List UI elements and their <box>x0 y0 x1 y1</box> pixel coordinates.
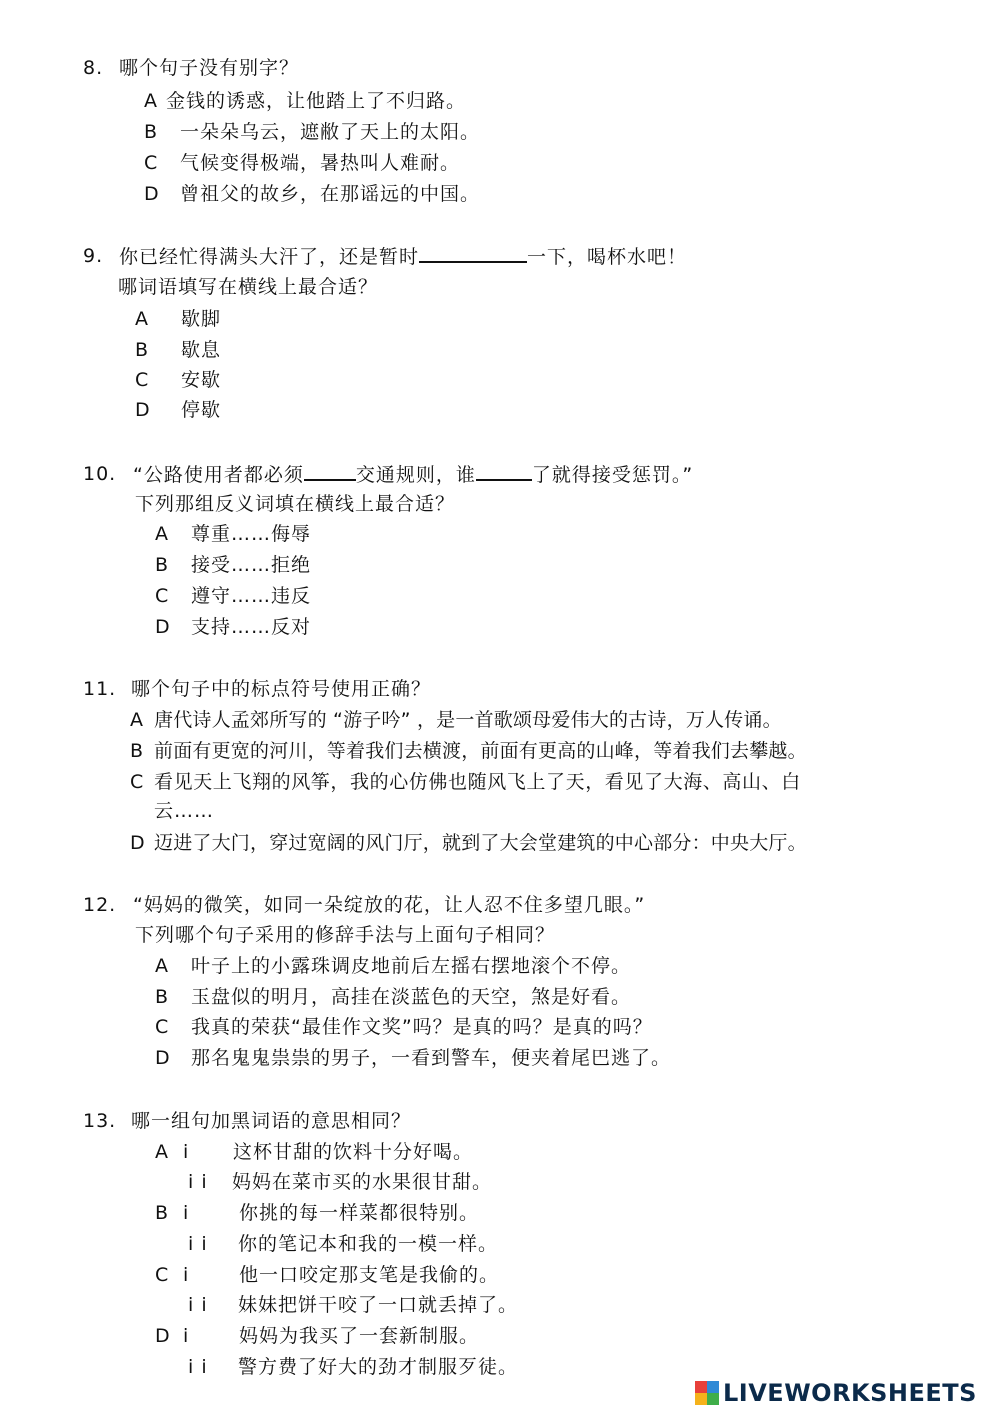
logo-square-yellow <box>695 1393 707 1405</box>
logo-square-blue <box>707 1381 719 1393</box>
answer-blank-2 <box>476 461 532 481</box>
question-stem: 哪个句子没有别字？ <box>119 57 300 79</box>
option-text: 气候变得极端，暑热叫人难耐。 <box>180 152 461 174</box>
option-letter: A <box>135 308 149 330</box>
question-number: 13. <box>83 1110 117 1132</box>
option-letter: C <box>135 369 150 391</box>
sub-item-marker: i i <box>188 1233 208 1255</box>
option-letter: B <box>144 121 159 143</box>
option-text: 妈妈在菜市买的水果很甘甜。 <box>232 1171 493 1193</box>
option-letter: D <box>130 832 145 854</box>
option-letter: C <box>155 1016 170 1038</box>
option-text: 一朵朵乌云，遮敝了天上的太阳。 <box>180 121 481 143</box>
option-letter: D <box>155 1047 171 1069</box>
option-letter: A <box>155 955 169 977</box>
logo-text: LIVEWORKSHEETS <box>723 1379 977 1407</box>
option-letter: D <box>144 183 160 205</box>
option-text: 尊重……侮辱 <box>191 523 312 545</box>
option-text: 金钱的诱惑，让他踏上了不归路。 <box>166 90 467 112</box>
option-letter: A <box>155 1141 169 1163</box>
option-text: 曾祖父的故乡，在那谣远的中国。 <box>180 183 481 205</box>
liveworksheets-logo-icon <box>695 1381 719 1405</box>
option-text: 前面有更宽的河川，等着我们去横渡，前面有更高的山峰，等着我们去攀越。 <box>154 740 807 762</box>
question-number: 10. <box>83 463 117 485</box>
option-text: 我真的荣获“最佳作文奖”吗？是真的吗？是真的吗？ <box>191 1016 653 1038</box>
question-stem: 哪个句子中的标点符号使用正确？ <box>131 678 432 700</box>
sub-item-marker: i i <box>188 1171 208 1193</box>
option-text: 迈进了大门，穿过宽阔的风门厅，就到了大会堂建筑的中心部分：中央大厅。 <box>154 832 807 854</box>
liveworksheets-logo <box>695 1378 977 1408</box>
option-text: 歇脚 <box>181 308 222 330</box>
option-letter: B <box>155 1202 170 1224</box>
option-text: 妈妈为我买了一套新制服。 <box>239 1325 480 1347</box>
option-letter: C <box>155 1264 170 1286</box>
question-number: 11. <box>83 678 117 700</box>
sub-item-marker: i <box>183 1264 190 1286</box>
stem-text-before: 你已经忙得满头大汗了，还是暂时 <box>119 246 420 268</box>
question-stem: 哪一组句加黑词语的意思相同？ <box>131 1110 412 1132</box>
answer-blank-1 <box>304 461 356 481</box>
option-text: 支持……反对 <box>191 616 312 638</box>
option-text: 他一口咬定那支笔是我偷的。 <box>239 1264 500 1286</box>
stem-text-part2: 交通规则，谁 <box>355 464 476 486</box>
option-text: 妹妹把饼干咬了一口就丢掉了。 <box>238 1294 519 1316</box>
sub-item-marker: i i <box>188 1294 208 1316</box>
option-text: 玉盘似的明月，高挂在淡蓝色的天空，煞是好看。 <box>191 986 632 1008</box>
question-stem <box>119 243 687 270</box>
option-text: 歇息 <box>181 339 222 361</box>
question-number: 9. <box>83 245 104 267</box>
question-stem <box>133 461 693 488</box>
answer-blank <box>419 243 527 263</box>
option-text: 唐代诗人孟郊所写的 “游子吟” ，是一首歌颂母爱伟大的古诗，万人传诵。 <box>154 709 782 731</box>
option-text: 你挑的每一样菜都很特别。 <box>239 1202 480 1224</box>
stem-text-part3: 了就得接受惩罚。” <box>531 464 694 486</box>
option-letter: D <box>155 1325 171 1347</box>
option-text-continued: 云…… <box>154 800 215 822</box>
question-sub-stem: 下列哪个句子采用的修辞手法与上面句子相同？ <box>135 924 556 946</box>
option-text: 这杯甘甜的饮料十分好喝。 <box>233 1141 474 1163</box>
option-text: 看见天上飞翔的风筝，我的心仿佛也随风飞上了天，看见了大海、高山、白 <box>154 771 801 793</box>
option-text: 遵守……违反 <box>191 585 312 607</box>
option-text: 那名鬼鬼祟祟的男子，一看到警车，便夹着尾巴逃了。 <box>191 1047 672 1069</box>
option-letter: A <box>155 523 169 545</box>
option-letter: B <box>135 339 150 361</box>
option-text: 你的笔记本和我的一模一样。 <box>238 1233 499 1255</box>
option-letter: A <box>144 90 158 112</box>
option-text: 叶子上的小露珠调皮地前后左摇右摆地滚个不停。 <box>191 955 632 977</box>
question-stem: “妈妈的微笑，如同一朵绽放的花，让人忍不住多望几眼。” <box>133 894 646 916</box>
option-letter: C <box>144 152 159 174</box>
logo-square-red <box>695 1381 707 1393</box>
option-letter: B <box>155 554 170 576</box>
option-text: 警方费了好大的劲才制服歹徒。 <box>238 1356 519 1378</box>
sub-item-marker: i <box>183 1202 190 1224</box>
option-text: 接受……拒绝 <box>191 554 312 576</box>
question-sub-stem: 下列那组反义词填在横线上最合适？ <box>135 493 456 515</box>
option-letter: D <box>135 399 151 421</box>
question-number: 8. <box>83 57 104 79</box>
question-sub-stem: 哪词语填写在横线上最合适？ <box>118 276 379 298</box>
option-text: 停歇 <box>181 399 222 421</box>
sub-item-marker: i i <box>188 1356 208 1378</box>
option-letter: C <box>155 585 170 607</box>
option-letter: B <box>130 740 144 762</box>
option-letter: A <box>130 709 144 731</box>
sub-item-marker: i <box>183 1141 190 1163</box>
question-number: 12. <box>83 894 117 916</box>
option-letter: B <box>155 986 170 1008</box>
stem-text-part1: “公路使用者都必须 <box>133 464 304 486</box>
option-letter: D <box>155 616 171 638</box>
option-text: 安歇 <box>181 369 222 391</box>
stem-text-after: 一下，喝杯水吧！ <box>527 246 688 268</box>
option-letter: C <box>130 771 144 793</box>
sub-item-marker: i <box>183 1325 190 1347</box>
logo-square-green <box>707 1393 719 1405</box>
